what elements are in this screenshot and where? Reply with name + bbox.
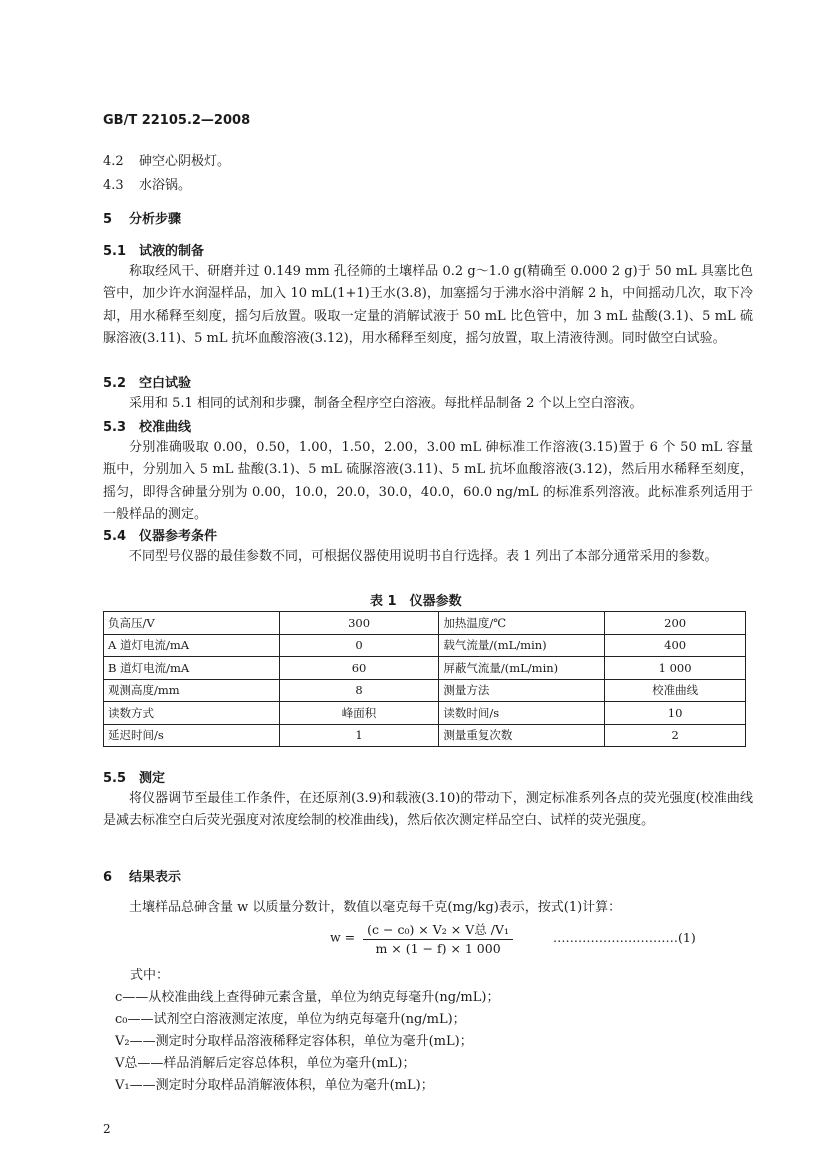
table-cell: 400 [605,634,746,657]
table-caption: 表 1 仪器参数 [370,594,462,609]
table-row [104,702,746,725]
table-cell: 300 [279,612,439,635]
variable-definition [115,1030,473,1049]
variable-symbol: V₂ [115,1034,130,1049]
table-cell: 测量方法 [439,679,605,702]
item-number: 4.3 [103,178,124,193]
item-text: 砷空心阴极灯。 [139,154,231,169]
variable-text: ——测定时分取样品消解液体积，单位为毫升(mL)； [129,1078,434,1093]
formula-fraction [363,920,513,956]
table-cell: 加热温度/℃ [439,612,605,635]
table-cell: A 道灯电流/mA [104,634,280,657]
table-cell: 负高压/V [104,612,280,635]
parameters-table [103,611,746,747]
subsection-heading: 5.1 试液的制备 [103,244,205,259]
item-number: 4.2 [103,154,124,169]
table-cell: 10 [605,702,746,725]
variable-definition [115,1074,434,1093]
formula-numerator: (c − c₀) × V₂ × V总 /V₁ [363,920,513,940]
table-cell: B 道灯电流/mA [104,657,280,680]
variable-symbol: c₀ [115,1012,128,1027]
formula-lhs: w = [330,929,356,945]
table-cell: 载气流量/(mL/min) [439,634,605,657]
formula [330,920,513,956]
variable-text: ——样品消解后定容总体积，单位为毫升(mL)； [137,1056,416,1071]
standard-number: GB/T 22105.2—2008 [103,113,251,128]
subsection-heading: 5.5 测定 [103,771,166,786]
table-cell: 2 [605,724,746,747]
paragraph: 采用和 5.1 相同的试剂和步骤，制备全程序空白溶液。每批样品制备 2 个以上空白溶液。 [129,396,643,411]
paragraph: 将仪器调节至最佳工作条件，在还原剂(3.9)和载液(3.10)的带动下，测定标准系列各点的荧光强度(校准曲线是减去标准空白后荧光强度对浓度绘制的校准曲线)，然后依次测定样品空白、试样的荧光强度。 [103,791,753,829]
equation-number: …………………………(1) [553,930,696,945]
table-row [104,612,746,635]
table-cell: 屏蔽气流量/(mL/min) [439,657,605,680]
variable-symbol: V总 [115,1056,138,1071]
section-heading: 5 分析步骤 [103,212,182,227]
table-cell: 观测高度/mm [104,679,280,702]
subsection-heading: 5.3 校准曲线 [103,420,192,435]
variable-symbol: V₁ [115,1078,130,1093]
paragraph: 分别准确吸取 0.00，0.50，1.00，1.50，2.00，3.00 mL 砷标准工作溶液(3.15)置于 6 个 50 mL 容量瓶中，分别加入 5 mL 盐酸(3.1)、5 mL 硫脲溶液(3.11)、5 mL 抗坏血酸溶液(3.12)，然后用水稀释至刻度，摇匀，即得含砷量分别为 0.00，10.0，20.0，30.0，40.0，60.0 ng/mL 的标准系列溶液。此标准系列适用于一般样品的测定。 [103,440,753,522]
table-cell: 200 [605,612,746,635]
table-row [104,657,746,680]
subsection-heading: 5.4 仪器参考条件 [103,529,218,544]
variable-text: ——试剂空白溶液测定浓度，单位为纳克每毫升(ng/mL)； [127,1012,466,1027]
table-cell: 延迟时间/s [104,724,280,747]
table-cell: 1 [279,724,439,747]
page-number: 2 [103,1122,111,1136]
formula-denominator: m × (1 − f) × 1 000 [375,941,501,956]
subsection-heading: 5.2 空白试验 [103,376,192,391]
variable-text: ——测定时分取样品溶液稀释定容体积，单位为毫升(mL)； [129,1034,473,1049]
table-cell: 校准曲线 [605,679,746,702]
variable-definition [115,986,499,1005]
table-cell: 60 [279,657,439,680]
variable-definition [115,1008,466,1027]
table-cell: 读数方式 [104,702,280,725]
table-cell: 0 [279,634,439,657]
item-text: 水浴锅。 [139,178,192,193]
table-cell: 1 000 [605,657,746,680]
table-cell: 8 [279,679,439,702]
list-item [103,150,230,169]
variable-definition [115,1052,416,1071]
table-row [104,724,746,747]
table-row [104,679,746,702]
table-cell: 读数时间/s [439,702,605,725]
paragraph: 不同型号仪器的最佳参数不同，可根据仪器使用说明书自行选择。表 1 列出了本部分通常采用的参数。 [129,549,718,564]
variable-symbol: c [115,990,123,1005]
list-item [103,174,191,193]
table-cell: 峰面积 [279,702,439,725]
paragraph: 称取经风干、研磨并过 0.149 mm 孔径筛的土壤样品 0.2 g～1.0 g(精确至 0.000 2 g)于 50 mL 具塞比色管中，加少许水润湿样品，加入 10 mL(1+1)王水(3.8)，加塞摇匀于沸水浴中消解 2 h，中间摇动几次，取下冷却，用水稀释至刻度，摇匀后放置。吸取一定量的消解试液于 50 mL 比色管中，加 3 mL 盐酸(3.1)、5 mL 硫脲溶液(3.11)、5 mL 抗坏血酸溶液(3.12)，用水稀释至刻度，摇匀放置，取上清液待测。同时做空白试验。 [103,264,753,346]
section-heading: 6 结果表示 [103,870,182,885]
table-cell: 测量重复次数 [439,724,605,747]
variable-text: ——从校准曲线上查得砷元素含量，单位为纳克每毫升(ng/mL)； [122,990,500,1005]
where-label: 式中： [130,968,170,983]
table-row [104,634,746,657]
paragraph: 土壤样品总砷含量 w 以质量分数计，数值以毫克每千克(mg/kg)表示，按式(1)计算： [129,900,622,915]
